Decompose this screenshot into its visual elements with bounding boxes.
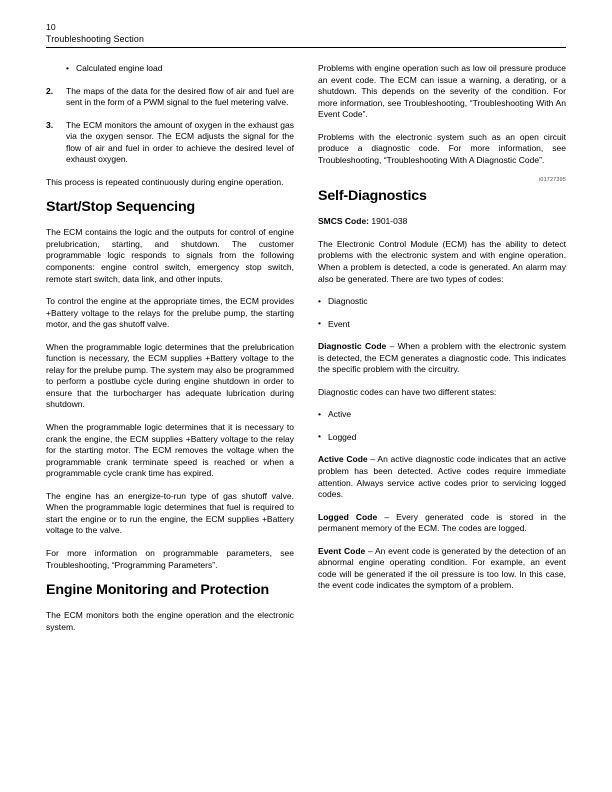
list-item — [318, 432, 566, 444]
paragraph-electronic-system-problems: Problems with the electronic system such as an open circuit produce a diagnostic code. For more information, see Troubleshooting, “Troubleshooting With A Diagnostic Code”. — [318, 131, 566, 165]
heading-self-diagnostics: Self-Diagnostics — [318, 188, 427, 205]
list-item — [318, 296, 566, 308]
list-item-label: Logged — [328, 431, 357, 442]
paragraph-cranking: When the programmable logic determines that it is necessary to crank the engine, the ECM supplies +Battery voltage to the relay for the starting motor. The ECM removes the voltage when the programmable crank terminate speed is reached or when a programmable cycle crank time has expired. — [46, 422, 294, 479]
paragraph-logged-code-definition — [318, 512, 566, 535]
bullet-icon: • — [318, 431, 321, 442]
term-diagnostic-code: Diagnostic Code — [318, 341, 387, 352]
numbered-list — [46, 86, 294, 166]
term-dash: – — [365, 545, 375, 556]
code-types-list — [318, 296, 566, 330]
definition-text: An event code is generated by the detection of an abnormal engine operating condition. For example, an event code will be generated if the oil pressure is too low. In this case, the event code indicates the symptom of a problem. — [318, 545, 566, 591]
definition-text: An active diagnostic code indicates that an active problem has been detected. Active codes require immediate attention. Always service active codes prior to servicing logged codes. — [318, 454, 566, 500]
term-dash: – — [367, 454, 378, 465]
paragraph-battery-voltage-relays: To control the engine at the appropriate times, the ECM provides +Battery voltage to the relays for the prelube pump, the starting motor, and the gas shutoff valve. — [46, 296, 294, 330]
paragraph-event-code-definition — [318, 546, 566, 592]
list-item-number: 3. — [46, 119, 54, 130]
paragraph-code-states-intro: Diagnostic codes can have two different states: — [318, 386, 497, 397]
list-item-label: The maps of the data for the desired flow of air and fuel are sent in the form of a PWM signal to the fuel metering valve. — [66, 85, 294, 108]
paragraph-process-repeat: This process is repeated continuously during engine operation. — [46, 176, 284, 187]
list-item-label: Active — [328, 409, 352, 420]
right-column — [318, 63, 566, 603]
smcs-code-value: 1901-038 — [371, 216, 408, 227]
list-item-label: Diagnostic — [328, 296, 368, 307]
section-title: Troubleshooting Section — [46, 34, 144, 44]
smcs-code-label: SMCS Code: — [318, 216, 369, 227]
list-item-label: Event — [328, 318, 350, 329]
heading-engine-monitoring-and-protection: Engine Monitoring and Protection — [46, 582, 269, 599]
list-item-label: Calculated engine load — [76, 63, 163, 73]
list-item — [66, 63, 294, 75]
heading-start-stop-sequencing: Start/Stop Sequencing — [46, 199, 195, 216]
media-reference-number: i01727395 — [539, 177, 566, 184]
left-column — [46, 63, 294, 644]
paragraph-ecm-monitors: The ECM monitors both the engine operation and the electronic system. — [46, 610, 294, 632]
term-event-code: Event Code — [318, 545, 366, 556]
term-logged-code: Logged Code — [318, 511, 378, 522]
list-item-number: 2. — [46, 85, 54, 96]
paragraph-ecm-logic-outputs: The ECM contains the logic and the outputs for control of engine prelubrication, starting, and shutdown. The customer programmable logic responds to signals from the following components: engine control switch, emergency stop switch, remote start switch, data link, and other inputs. — [46, 227, 294, 284]
definition-text: Every generated code is stored in the permanent memory of the ECM. The codes are logged. — [318, 511, 566, 534]
paragraph-engine-operation-problems: Problems with engine operation such as low oil pressure produce an event code. The ECM can issue a warning, a derating, or a shutdown. This depends on the severity of the condition. For more information, see Troubleshooting, “Troubleshooting With An Event Code”. — [318, 63, 566, 120]
list-item — [318, 409, 566, 421]
term-dash: – — [377, 511, 397, 522]
paragraph-prelubrication: When the programmable logic determines that the prelubrication function is necessary, the ECM supplies +Battery voltage to the relay for the prelube pump. The system may also be programmed to perform a postlube cycle during engine shutdown in order to ensure that the turbocharger has adequate lubrication during shutdown. — [46, 341, 294, 410]
term-dash: – — [386, 341, 398, 352]
header-divider — [46, 47, 566, 48]
bullet-icon: • — [66, 62, 69, 73]
code-states-list — [318, 409, 566, 443]
list-item — [46, 86, 294, 109]
paragraph-ecm-ability: The Electronic Control Module (ECM) has the ability to detect problems with the electronic system and with engine operation. When a problem is detected, a code is generated. An alarm may also be generated. There are two types of codes: — [318, 238, 566, 284]
definition-text: When a problem with the electronic system is detected, the ECM generates a diagnostic code. This indicates the specific problem with the circuitry. — [318, 341, 566, 375]
paragraph-active-code-definition — [318, 454, 566, 500]
page-number: 10 — [46, 22, 56, 32]
list-item-label: The ECM monitors the amount of oxygen in the exhaust gas via the oxygen sensor. The ECM adjusts the signal for the flow of air and fuel in order to achieve the desired level of exhaust oxygen. — [66, 119, 294, 165]
smcs-code — [318, 216, 566, 228]
list-item — [46, 120, 294, 166]
bullet-icon: • — [318, 318, 321, 329]
paragraph-gas-shutoff-valve: The engine has an energize-to-run type of gas shutoff valve. When the programmable logic determines that fuel is required to start the engine or to run the engine, the ECM supplies +Battery voltage to the valve. — [46, 490, 294, 536]
continued-bullet-list — [66, 63, 294, 75]
paragraph-programmable-parameters-reference: For more information on programmable parameters, see Troubleshooting, “Programming Parameters”. — [46, 547, 294, 570]
list-item — [318, 319, 566, 331]
bullet-icon: • — [318, 408, 321, 419]
page-header — [46, 22, 566, 46]
term-active-code: Active Code — [318, 454, 368, 465]
bullet-icon: • — [318, 295, 321, 306]
paragraph-diagnostic-code-definition — [318, 341, 566, 376]
